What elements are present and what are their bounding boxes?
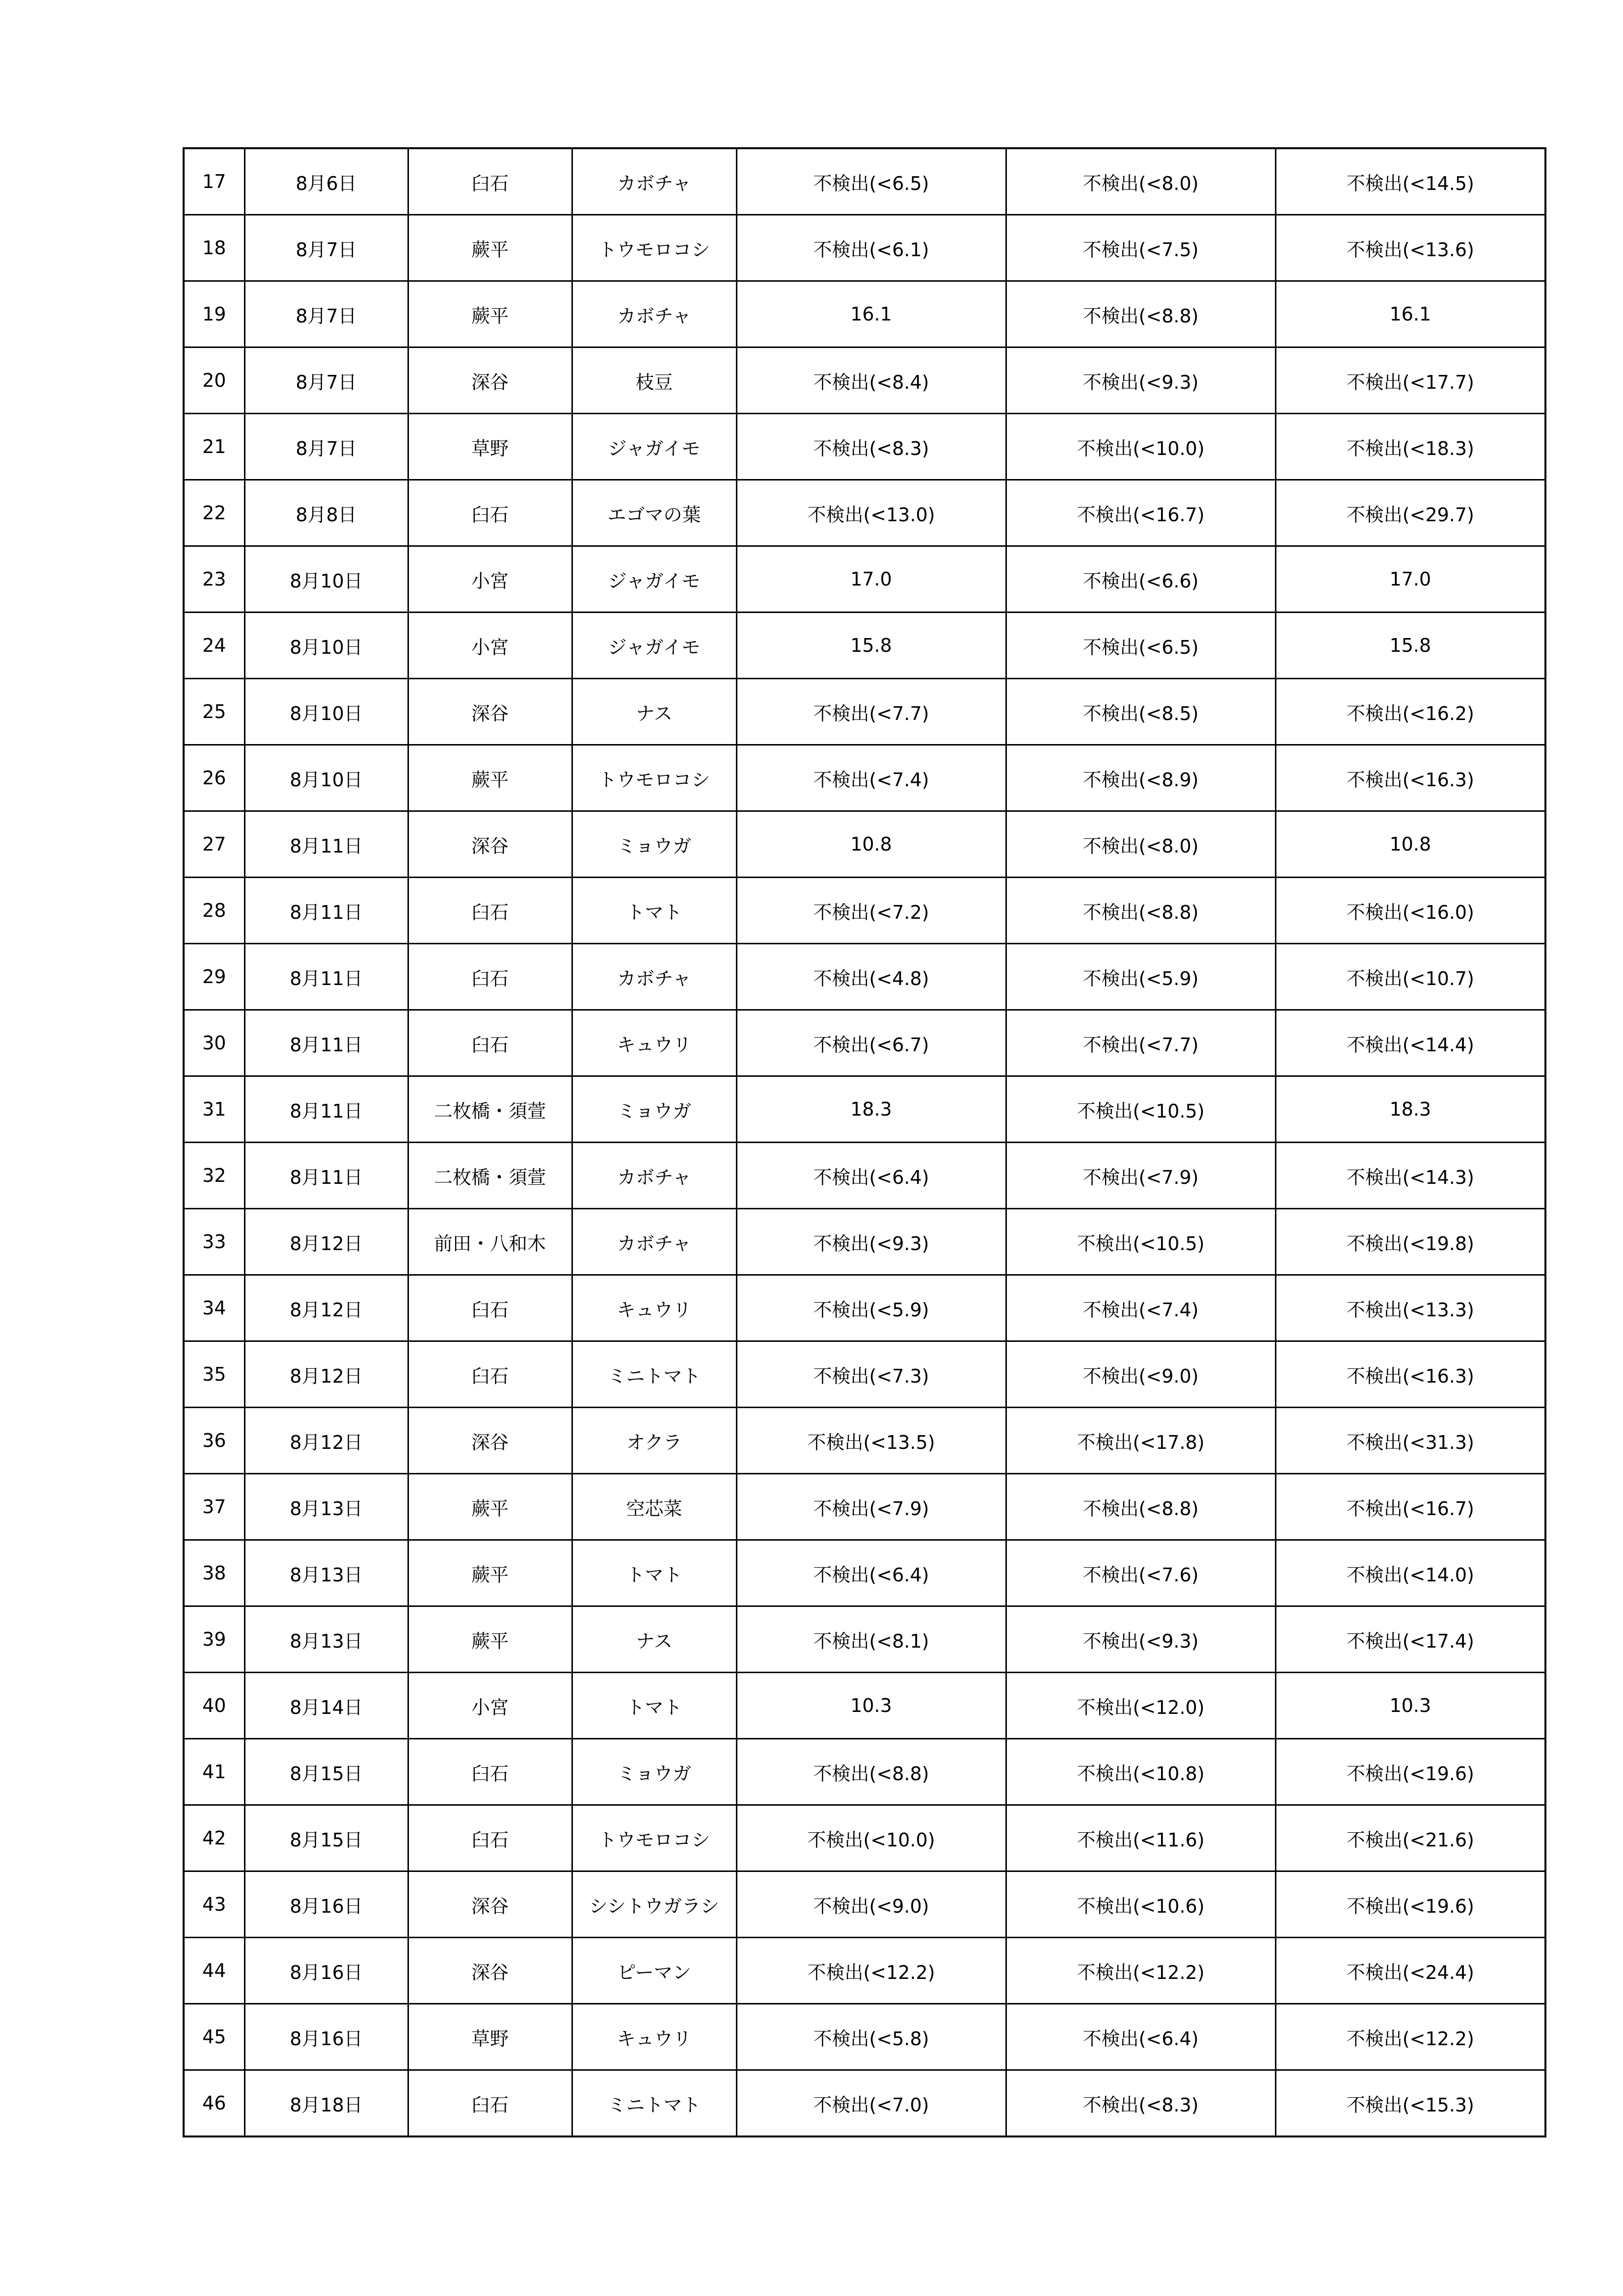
value-cell-1: 不検出(<5.9) [736, 1275, 1006, 1341]
item-cell: ジャガイモ [572, 546, 736, 613]
value-cell-2: 不検出(<8.0) [1006, 148, 1275, 215]
row-number-cell: 31 [184, 1076, 244, 1143]
date-cell: 8月10日 [244, 613, 408, 679]
value-cell-2: 不検出(<7.7) [1006, 1010, 1275, 1076]
row-number-cell: 21 [184, 414, 244, 480]
area-cell: 臼石 [408, 1275, 572, 1341]
value-cell-3: 不検出(<16.7) [1275, 1474, 1545, 1540]
row-number-cell: 40 [184, 1673, 244, 1739]
value-cell-2: 不検出(<7.5) [1006, 215, 1275, 281]
value-cell-2: 不検出(<10.8) [1006, 1739, 1275, 1805]
value-cell-1: 不検出(<7.0) [736, 2070, 1006, 2137]
value-cell-1: 不検出(<8.4) [736, 347, 1006, 414]
area-cell: 臼石 [408, 1341, 572, 1408]
row-number-cell: 20 [184, 347, 244, 414]
item-cell: トウモロコシ [572, 1805, 736, 1871]
item-cell: カボチャ [572, 944, 736, 1010]
item-cell: ミニトマト [572, 2070, 736, 2137]
item-cell: ミョウガ [572, 1739, 736, 1805]
date-cell: 8月11日 [244, 1076, 408, 1143]
row-number-cell: 17 [184, 148, 244, 215]
value-cell-1: 不検出(<6.4) [736, 1540, 1006, 1606]
value-cell-3: 不検出(<13.3) [1275, 1275, 1545, 1341]
table-row [184, 281, 1545, 347]
row-number-cell: 29 [184, 944, 244, 1010]
table-row [184, 745, 1545, 811]
date-cell: 8月12日 [244, 1341, 408, 1408]
date-cell: 8月15日 [244, 1739, 408, 1805]
value-cell-2: 不検出(<10.6) [1006, 1871, 1275, 1938]
date-cell: 8月7日 [244, 215, 408, 281]
value-cell-2: 不検出(<8.8) [1006, 281, 1275, 347]
item-cell: カボチャ [572, 281, 736, 347]
area-cell: 深谷 [408, 811, 572, 878]
item-cell: トマト [572, 1540, 736, 1606]
area-cell: 臼石 [408, 1739, 572, 1805]
date-cell: 8月10日 [244, 546, 408, 613]
table-row [184, 1474, 1545, 1540]
area-cell: 草野 [408, 414, 572, 480]
item-cell: キュウリ [572, 1010, 736, 1076]
value-cell-3: 不検出(<19.8) [1275, 1209, 1545, 1275]
value-cell-3: 不検出(<10.7) [1275, 944, 1545, 1010]
value-cell-3: 不検出(<16.2) [1275, 679, 1545, 745]
item-cell: ナス [572, 679, 736, 745]
date-cell: 8月16日 [244, 2004, 408, 2070]
value-cell-3: 不検出(<15.3) [1275, 2070, 1545, 2137]
value-cell-3: 不検出(<16.3) [1275, 745, 1545, 811]
table-row [184, 1408, 1545, 1474]
value-cell-1: 不検出(<6.1) [736, 215, 1006, 281]
table-row [184, 1673, 1545, 1739]
date-cell: 8月11日 [244, 1010, 408, 1076]
table-row [184, 613, 1545, 679]
date-cell: 8月13日 [244, 1474, 408, 1540]
row-number-cell: 32 [184, 1143, 244, 1209]
value-cell-1: 不検出(<8.3) [736, 414, 1006, 480]
value-cell-2: 不検出(<9.0) [1006, 1341, 1275, 1408]
value-cell-2: 不検出(<17.8) [1006, 1408, 1275, 1474]
date-cell: 8月11日 [244, 1143, 408, 1209]
item-cell: ナス [572, 1606, 736, 1673]
area-cell: 深谷 [408, 1408, 572, 1474]
value-cell-3: 不検出(<29.7) [1275, 480, 1545, 546]
value-cell-2: 不検出(<6.5) [1006, 613, 1275, 679]
table-row [184, 480, 1545, 546]
value-cell-1: 10.8 [736, 811, 1006, 878]
value-cell-1: 不検出(<9.3) [736, 1209, 1006, 1275]
row-number-cell: 24 [184, 613, 244, 679]
date-cell: 8月12日 [244, 1209, 408, 1275]
value-cell-1: 不検出(<6.5) [736, 148, 1006, 215]
date-cell: 8月6日 [244, 148, 408, 215]
table-row [184, 811, 1545, 878]
area-cell: 蕨平 [408, 215, 572, 281]
value-cell-2: 不検出(<10.5) [1006, 1209, 1275, 1275]
item-cell: ジャガイモ [572, 613, 736, 679]
value-cell-3: 不検出(<21.6) [1275, 1805, 1545, 1871]
item-cell: ミョウガ [572, 811, 736, 878]
value-cell-2: 不検出(<8.8) [1006, 878, 1275, 944]
row-number-cell: 36 [184, 1408, 244, 1474]
row-number-cell: 41 [184, 1739, 244, 1805]
value-cell-2: 不検出(<5.9) [1006, 944, 1275, 1010]
value-cell-3: 不検出(<19.6) [1275, 1739, 1545, 1805]
item-cell: ピーマン [572, 1938, 736, 2004]
value-cell-1: 不検出(<6.7) [736, 1010, 1006, 1076]
row-number-cell: 35 [184, 1341, 244, 1408]
date-cell: 8月13日 [244, 1606, 408, 1673]
area-cell: 臼石 [408, 878, 572, 944]
item-cell: エゴマの葉 [572, 480, 736, 546]
row-number-cell: 46 [184, 2070, 244, 2137]
value-cell-3: 不検出(<16.3) [1275, 1341, 1545, 1408]
date-cell: 8月11日 [244, 811, 408, 878]
item-cell: ミョウガ [572, 1076, 736, 1143]
table-row [184, 2070, 1545, 2137]
date-cell: 8月7日 [244, 347, 408, 414]
item-cell: カボチャ [572, 1143, 736, 1209]
value-cell-1: 不検出(<8.1) [736, 1606, 1006, 1673]
area-cell: 深谷 [408, 1871, 572, 1938]
table-row [184, 1076, 1545, 1143]
value-cell-2: 不検出(<8.0) [1006, 811, 1275, 878]
date-cell: 8月11日 [244, 944, 408, 1010]
value-cell-1: 不検出(<4.8) [736, 944, 1006, 1010]
value-cell-1: 不検出(<13.5) [736, 1408, 1006, 1474]
value-cell-3: 不検出(<24.4) [1275, 1938, 1545, 2004]
table-row [184, 1540, 1545, 1606]
row-number-cell: 44 [184, 1938, 244, 2004]
date-cell: 8月10日 [244, 745, 408, 811]
value-cell-1: 16.1 [736, 281, 1006, 347]
row-number-cell: 18 [184, 215, 244, 281]
area-cell: 二枚橋・須萱 [408, 1143, 572, 1209]
value-cell-3: 不検出(<12.2) [1275, 2004, 1545, 2070]
date-cell: 8月15日 [244, 1805, 408, 1871]
date-cell: 8月7日 [244, 281, 408, 347]
area-cell: 臼石 [408, 480, 572, 546]
row-number-cell: 45 [184, 2004, 244, 2070]
date-cell: 8月11日 [244, 878, 408, 944]
value-cell-1: 不検出(<6.4) [736, 1143, 1006, 1209]
table-row [184, 878, 1545, 944]
value-cell-3: 10.3 [1275, 1673, 1545, 1739]
value-cell-2: 不検出(<9.3) [1006, 1606, 1275, 1673]
item-cell: ミニトマト [572, 1341, 736, 1408]
value-cell-2: 不検出(<6.6) [1006, 546, 1275, 613]
item-cell: トマト [572, 878, 736, 944]
table-row [184, 1010, 1545, 1076]
value-cell-1: 不検出(<7.2) [736, 878, 1006, 944]
area-cell: 臼石 [408, 1010, 572, 1076]
value-cell-3: 不検出(<16.0) [1275, 878, 1545, 944]
value-cell-3: 不検出(<19.6) [1275, 1871, 1545, 1938]
value-cell-2: 不検出(<12.2) [1006, 1938, 1275, 2004]
item-cell: オクラ [572, 1408, 736, 1474]
table-row [184, 546, 1545, 613]
value-cell-1: 不検出(<9.0) [736, 1871, 1006, 1938]
area-cell: 小宮 [408, 1673, 572, 1739]
area-cell: 前田・八和木 [408, 1209, 572, 1275]
area-cell: 蕨平 [408, 1540, 572, 1606]
area-cell: 臼石 [408, 2070, 572, 2137]
table-row [184, 1938, 1545, 2004]
row-number-cell: 27 [184, 811, 244, 878]
table-row [184, 679, 1545, 745]
value-cell-2: 不検出(<7.4) [1006, 1275, 1275, 1341]
value-cell-3: 不検出(<31.3) [1275, 1408, 1545, 1474]
table-row [184, 215, 1545, 281]
area-cell: 臼石 [408, 148, 572, 215]
table-row [184, 1209, 1545, 1275]
date-cell: 8月16日 [244, 1938, 408, 2004]
row-number-cell: 42 [184, 1805, 244, 1871]
item-cell: キュウリ [572, 2004, 736, 2070]
area-cell: 蕨平 [408, 745, 572, 811]
table-row [184, 1871, 1545, 1938]
row-number-cell: 39 [184, 1606, 244, 1673]
table-body [184, 148, 1545, 2136]
value-cell-3: 不検出(<17.7) [1275, 347, 1545, 414]
table-row [184, 1739, 1545, 1805]
value-cell-2: 不検出(<8.5) [1006, 679, 1275, 745]
value-cell-3: 不検出(<14.3) [1275, 1143, 1545, 1209]
date-cell: 8月12日 [244, 1275, 408, 1341]
table-row [184, 1805, 1545, 1871]
table-row [184, 2004, 1545, 2070]
date-cell: 8月13日 [244, 1540, 408, 1606]
value-cell-2: 不検出(<8.3) [1006, 2070, 1275, 2137]
row-number-cell: 43 [184, 1871, 244, 1938]
item-cell: トウモロコシ [572, 215, 736, 281]
area-cell: 小宮 [408, 613, 572, 679]
value-cell-1: 不検出(<7.9) [736, 1474, 1006, 1540]
area-cell: 二枚橋・須萱 [408, 1076, 572, 1143]
row-number-cell: 26 [184, 745, 244, 811]
table-row [184, 1143, 1545, 1209]
item-cell: 空芯菜 [572, 1474, 736, 1540]
value-cell-3: 15.8 [1275, 613, 1545, 679]
value-cell-1: 10.3 [736, 1673, 1006, 1739]
value-cell-1: 不検出(<12.2) [736, 1938, 1006, 2004]
date-cell: 8月7日 [244, 414, 408, 480]
date-cell: 8月8日 [244, 480, 408, 546]
table-row [184, 148, 1545, 215]
date-cell: 8月18日 [244, 2070, 408, 2137]
value-cell-2: 不検出(<10.0) [1006, 414, 1275, 480]
value-cell-2: 不検出(<16.7) [1006, 480, 1275, 546]
row-number-cell: 30 [184, 1010, 244, 1076]
row-number-cell: 23 [184, 546, 244, 613]
value-cell-1: 不検出(<7.4) [736, 745, 1006, 811]
row-number-cell: 28 [184, 878, 244, 944]
date-cell: 8月16日 [244, 1871, 408, 1938]
value-cell-2: 不検出(<10.5) [1006, 1076, 1275, 1143]
value-cell-3: 18.3 [1275, 1076, 1545, 1143]
row-number-cell: 37 [184, 1474, 244, 1540]
value-cell-2: 不検出(<11.6) [1006, 1805, 1275, 1871]
item-cell: ジャガイモ [572, 414, 736, 480]
area-cell: 臼石 [408, 944, 572, 1010]
row-number-cell: 34 [184, 1275, 244, 1341]
value-cell-1: 不検出(<7.3) [736, 1341, 1006, 1408]
table-row [184, 347, 1545, 414]
value-cell-3: 不検出(<14.4) [1275, 1010, 1545, 1076]
area-cell: 深谷 [408, 679, 572, 745]
area-cell: 深谷 [408, 1938, 572, 2004]
value-cell-1: 不検出(<10.0) [736, 1805, 1006, 1871]
item-cell: トマト [572, 1673, 736, 1739]
value-cell-2: 不検出(<7.9) [1006, 1143, 1275, 1209]
value-cell-2: 不検出(<6.4) [1006, 2004, 1275, 2070]
value-cell-2: 不検出(<8.8) [1006, 1474, 1275, 1540]
value-cell-2: 不検出(<7.6) [1006, 1540, 1275, 1606]
value-cell-1: 不検出(<13.0) [736, 480, 1006, 546]
value-cell-3: 不検出(<18.3) [1275, 414, 1545, 480]
area-cell: 小宮 [408, 546, 572, 613]
value-cell-3: 16.1 [1275, 281, 1545, 347]
table-row [184, 1606, 1545, 1673]
row-number-cell: 33 [184, 1209, 244, 1275]
item-cell: 枝豆 [572, 347, 736, 414]
area-cell: 蕨平 [408, 281, 572, 347]
item-cell: カボチャ [572, 148, 736, 215]
results-table [183, 147, 1546, 2137]
value-cell-3: 10.8 [1275, 811, 1545, 878]
value-cell-1: 不検出(<5.8) [736, 2004, 1006, 2070]
item-cell: トウモロコシ [572, 745, 736, 811]
date-cell: 8月12日 [244, 1408, 408, 1474]
value-cell-1: 15.8 [736, 613, 1006, 679]
value-cell-2: 不検出(<8.9) [1006, 745, 1275, 811]
date-cell: 8月14日 [244, 1673, 408, 1739]
table-row [184, 1341, 1545, 1408]
table-row [184, 414, 1545, 480]
row-number-cell: 38 [184, 1540, 244, 1606]
value-cell-3: 不検出(<14.5) [1275, 148, 1545, 215]
item-cell: キュウリ [572, 1275, 736, 1341]
value-cell-3: 17.0 [1275, 546, 1545, 613]
date-cell: 8月10日 [244, 679, 408, 745]
item-cell: カボチャ [572, 1209, 736, 1275]
area-cell: 草野 [408, 2004, 572, 2070]
row-number-cell: 22 [184, 480, 244, 546]
table-row [184, 1275, 1545, 1341]
item-cell: シシトウガラシ [572, 1871, 736, 1938]
area-cell: 蕨平 [408, 1606, 572, 1673]
value-cell-1: 不検出(<8.8) [736, 1739, 1006, 1805]
value-cell-2: 不検出(<9.3) [1006, 347, 1275, 414]
value-cell-3: 不検出(<14.0) [1275, 1540, 1545, 1606]
row-number-cell: 19 [184, 281, 244, 347]
table-row [184, 944, 1545, 1010]
value-cell-3: 不検出(<13.6) [1275, 215, 1545, 281]
row-number-cell: 25 [184, 679, 244, 745]
value-cell-1: 18.3 [736, 1076, 1006, 1143]
area-cell: 深谷 [408, 347, 572, 414]
value-cell-1: 17.0 [736, 546, 1006, 613]
value-cell-1: 不検出(<7.7) [736, 679, 1006, 745]
value-cell-2: 不検出(<12.0) [1006, 1673, 1275, 1739]
value-cell-3: 不検出(<17.4) [1275, 1606, 1545, 1673]
area-cell: 臼石 [408, 1805, 572, 1871]
area-cell: 蕨平 [408, 1474, 572, 1540]
